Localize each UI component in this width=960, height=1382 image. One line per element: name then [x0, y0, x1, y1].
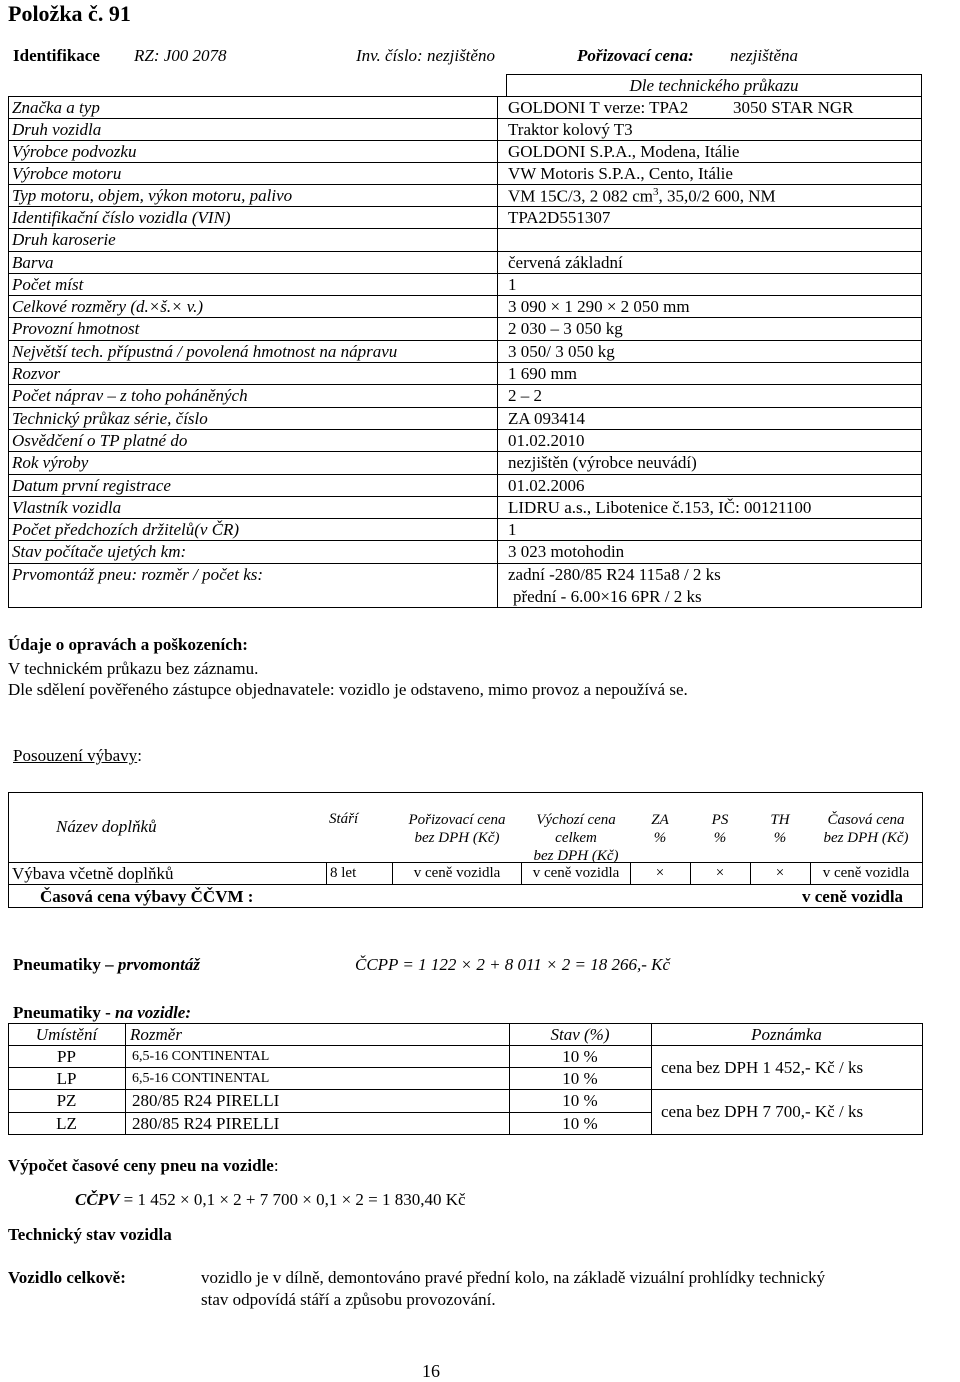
tire-state: 10 % — [562, 1091, 598, 1110]
equipment-heading-text: Posouzení výbavy — [13, 746, 138, 765]
equipment-row-za: × — [655, 865, 665, 881]
spec-label: Stav počítače ujetých km: — [12, 542, 187, 561]
spec-label: Druh vozidla — [12, 120, 102, 139]
equipment-row-name: Výbava včetně doplňků — [12, 864, 174, 883]
spec-value: 1 — [508, 275, 517, 294]
formula-label: CČPV — [75, 1190, 120, 1209]
spec-value: ZA 093414 — [508, 409, 585, 428]
tires-header-size: Rozměr — [130, 1025, 182, 1044]
spec-value: 3 023 motohodin — [508, 542, 625, 561]
col-header-line: % — [713, 830, 727, 846]
equipment-col-time — [810, 811, 922, 847]
equipment-total-label: Časová cena výbavy ČČVM : — [40, 887, 254, 906]
overall-text-line: stav odpovídá stáří a způsobu provozování. — [201, 1290, 496, 1309]
equipment-heading — [13, 746, 142, 766]
tire-position: PZ — [56, 1091, 77, 1110]
spec-label: Celkové rozměry (d.×š.× v.) — [12, 297, 203, 316]
col-header-line: % — [653, 830, 667, 846]
spec-value: nezjištěn (výrobce neuvádí) — [508, 453, 697, 472]
spec-label: Vlastník vozidla — [12, 498, 122, 517]
spec-value: TPA2D551307 — [508, 208, 611, 227]
superscript: 3 — [652, 186, 659, 198]
spec-value: VW Motoris S.P.A., Cento, Itálie — [508, 164, 733, 183]
spec-label: Provozní hmotnost — [12, 319, 140, 338]
equipment-col-name: Název doplňků — [56, 817, 157, 836]
col-header-line: bez DPH (Kč) — [414, 830, 500, 846]
tires-on-label — [13, 1003, 191, 1023]
spec-value: LIDRU a.s., Libotenice č.153, IČ: 00121100 — [508, 498, 812, 517]
tire-position: LP — [56, 1069, 77, 1088]
equipment-col-ps — [690, 811, 750, 847]
label-text: Pneumatiky - — [13, 1003, 111, 1022]
spec-value-line2: přední - 6.00×16 6PR / 2 ks — [513, 587, 702, 606]
spec-value: Traktor kolový T3 — [508, 120, 633, 139]
registration-number: RZ: J00 2078 — [134, 46, 227, 65]
spec-value: GOLDONI T verze: TPA2 — [508, 98, 689, 117]
spec-label: Prvomontáž pneu: rozměr / počet ks: — [12, 565, 264, 584]
col-header-line: ZA — [651, 812, 669, 828]
spec-label: Barva — [12, 253, 54, 272]
formula-expression: = 1 452 × 0,1 × 2 + 7 700 × 0,1 × 2 = 1 830,40 Kč — [123, 1190, 466, 1209]
equipment-row-age: 8 let — [330, 865, 357, 881]
tire-position: LZ — [56, 1114, 77, 1133]
label-tail: na vozidle: — [115, 1003, 192, 1022]
equipment-col-init — [521, 811, 631, 865]
equipment-col-za — [630, 811, 690, 847]
colon: : — [137, 746, 142, 765]
spec-label: Počet náprav – z toho poháněných — [12, 386, 248, 405]
spec-label: Datum první registrace — [12, 476, 171, 495]
spec-label: Rok výroby — [12, 453, 89, 472]
engine-spec: VM 15C/3, 2 082 cm — [508, 186, 653, 206]
tire-note-front: cena bez DPH 1 452,- Kč / ks — [661, 1058, 864, 1077]
tire-note-rear: cena bez DPH 7 700,- Kč / ks — [661, 1102, 864, 1121]
spec-value — [508, 186, 776, 207]
tire-size: 280/85 R24 PIRELLI — [132, 1114, 280, 1133]
equipment-row-th: × — [775, 865, 785, 881]
calc-formula — [75, 1190, 466, 1210]
tires-header-note: Poznámka — [751, 1025, 822, 1044]
repairs-line: Dle sdělení pověřeného zástupce objednavatele: vozidlo je odstaveno, mimo provoz a nepoužívá se. — [8, 680, 688, 699]
spec-label: Největší tech. přípustná / povolená hmotnost na nápravu — [12, 342, 398, 361]
spec-label: Druh karoserie — [12, 230, 116, 249]
spec-label: Počet předchozích držitelů(v ČR) — [12, 520, 240, 539]
overall-text-line: vozidlo je v dílně, demontováno pravé přední kolo, na základě vizuální prohlídky technický — [201, 1268, 826, 1287]
inventory-number: Inv. číslo: nezjištěno — [356, 46, 495, 65]
spec-label: Typ motoru, objem, výkon motoru, palivo — [12, 186, 293, 205]
equipment-row-init: v ceně vozidla — [532, 865, 620, 881]
tire-state: 10 % — [562, 1069, 598, 1088]
tires-first-label: Pneumatiky – prvomontáž — [13, 955, 201, 974]
col-header-line: PS — [711, 812, 729, 828]
col-header-line: Pořizovací cena — [408, 812, 506, 828]
spec-label: Výrobce motoru — [12, 164, 122, 183]
spec-value: zadní -280/85 R24 115a8 / 2 ks — [508, 565, 721, 584]
spec-label: Značka a typ — [12, 98, 100, 117]
spec-label: Počet míst — [12, 275, 84, 294]
spec-value: 1 — [508, 520, 517, 539]
purchase-cost-label: Pořizovací cena: — [577, 46, 694, 65]
spec-value: 01.02.2006 — [508, 476, 585, 495]
overall-label: Vozidlo celkově: — [8, 1268, 126, 1287]
equipment-col-cost — [392, 811, 522, 847]
label-tail: prvomontáž — [117, 955, 201, 974]
col-header-line: % — [773, 830, 787, 846]
spec-value: 2 030 – 3 050 kg — [508, 319, 623, 338]
repairs-heading: Údaje o opravách a poškozeních: — [8, 635, 248, 654]
spec-label: Výrobce podvozku — [12, 142, 137, 161]
label-text: Pneumatiky — [13, 955, 101, 974]
repairs-line: V technickém průkazu bez záznamu. — [8, 659, 259, 678]
calc-heading-text: Výpočet časové ceny pneu na vozidle — [8, 1156, 274, 1175]
spec-value: GOLDONI S.P.A., Modena, Itálie — [508, 142, 740, 161]
colon: : — [273, 1156, 279, 1175]
purchase-cost-value: nezjištěna — [730, 46, 798, 65]
tires-header-state: Stav (%) — [550, 1025, 610, 1044]
spec-value: 3 050/ 3 050 kg — [508, 342, 615, 361]
spec-value: 2 – 2 — [508, 386, 542, 405]
col-header-line: bez DPH (Kč) — [533, 848, 619, 864]
engine-spec-tail: , 35,0/2 600, NM — [658, 186, 776, 206]
identification-label: Identifikace — [13, 46, 100, 65]
spec-header: Dle technického průkazu — [629, 76, 799, 95]
spec-value-model: 3050 STAR NGR — [733, 98, 854, 117]
tires-first-formula: ČCPP = 1 122 × 2 + 8 011 × 2 = 18 266,- Kč — [355, 955, 671, 974]
col-header-line: bez DPH (Kč) — [823, 830, 909, 846]
col-header-line: Časová cena — [827, 812, 905, 828]
tire-state: 10 % — [562, 1114, 598, 1133]
spec-value: červená základní — [508, 253, 623, 272]
spec-label: Rozvor — [12, 364, 61, 383]
spec-label: Technický průkaz série, číslo — [12, 409, 208, 428]
tech-state-heading: Technický stav vozidla — [8, 1225, 172, 1244]
spec-label: Identifikační číslo vozidla (VIN) — [12, 208, 231, 227]
equipment-row-time: v ceně vozidla — [822, 865, 910, 881]
page-number: 16 — [422, 1361, 440, 1381]
equipment-col-th — [750, 811, 810, 847]
col-header-line: celkem — [555, 830, 597, 846]
tire-size: 6,5-16 CONTINENTAL — [132, 1071, 270, 1086]
tire-size: 280/85 R24 PIRELLI — [132, 1091, 280, 1110]
tire-state: 10 % — [562, 1047, 598, 1066]
col-header-line: Výchozí cena — [536, 812, 616, 828]
equipment-row-ps: × — [715, 865, 725, 881]
spec-value: 01.02.2010 — [508, 431, 585, 450]
equipment-total-value: v ceně vozidla — [802, 887, 904, 906]
tires-header-position: Umístění — [35, 1025, 98, 1044]
col-header-line: TH — [770, 812, 790, 828]
spec-label: Osvědčení o TP platné do — [12, 431, 188, 450]
tire-size: 6,5-16 CONTINENTAL — [132, 1049, 270, 1064]
equipment-col-age: Stáří — [329, 811, 359, 827]
page-title: Položka č. 91 — [8, 1, 131, 26]
calc-heading — [8, 1156, 279, 1176]
spec-value: 3 090 × 1 290 × 2 050 mm — [508, 297, 690, 316]
spec-value: 1 690 mm — [508, 364, 577, 383]
tire-position: PP — [57, 1047, 76, 1066]
equipment-row-cost: v ceně vozidla — [413, 865, 501, 881]
